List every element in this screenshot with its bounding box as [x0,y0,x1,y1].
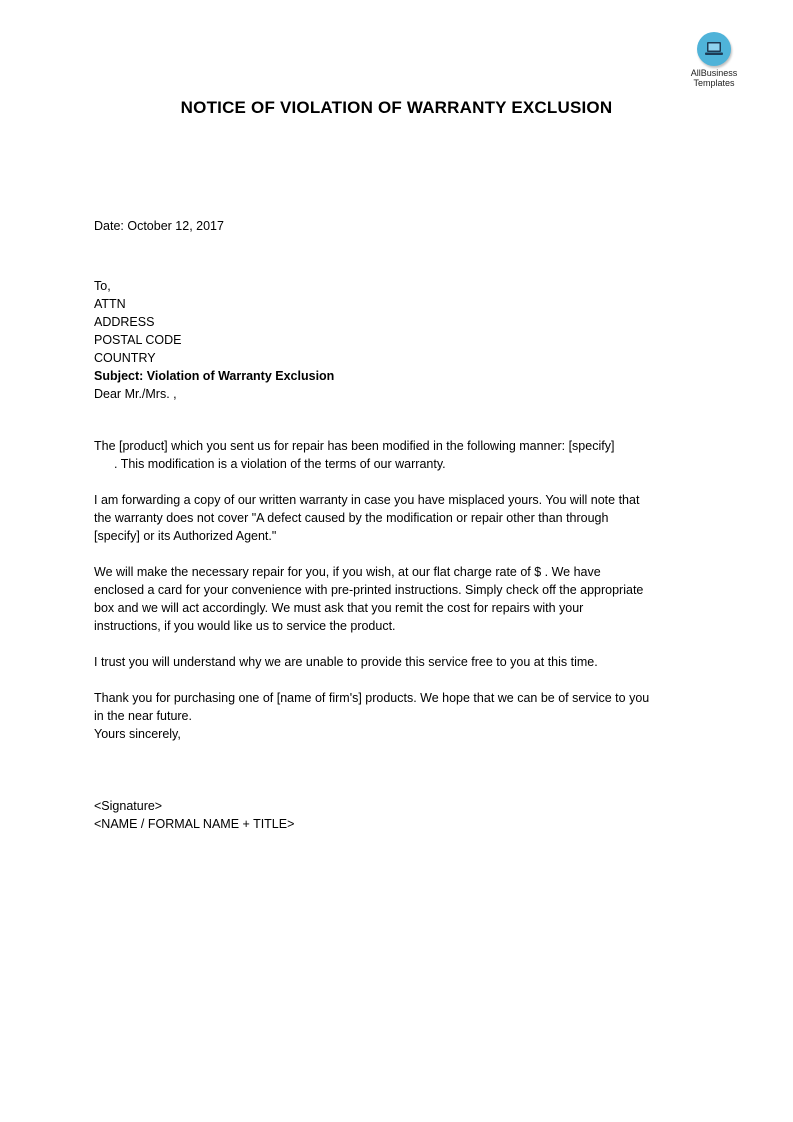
signature-block [94,797,704,833]
letter-subject: Subject: Violation of Warranty Exclusion [94,369,335,383]
paragraph-3-line-1: We will make the necessary repair for you, if you wish, at our flat charge rate of $ . We have [94,565,601,579]
brand-name [684,68,744,88]
paragraph-5 [94,689,704,725]
paragraph-5-line-1: Thank you for purchasing one of [name of firm's] products. We hope that we can be of service to you [94,691,650,705]
paragraph-4-line-1: I trust you will understand why we are unable to provide this service free to you at this time. [94,655,598,669]
paragraph-2-line-1: I am forwarding a copy of our written warranty in case you have misplaced yours. You will note that [94,493,640,507]
paragraph-4 [94,653,704,671]
paragraph-1 [94,437,704,473]
laptop-icon-graphic [704,40,724,58]
address-street: ADDRESS [94,315,155,329]
closing: Yours sincerely, [94,727,181,741]
paragraph-2 [94,491,704,545]
letter-body [94,217,704,833]
paragraph-1-line-2: . This modification is a violation of the terms of our warranty. [114,457,446,471]
signer-name-title: <NAME / FORMAL NAME + TITLE> [94,817,295,831]
document-title: NOTICE OF VIOLATION OF WARRANTY EXCLUSION [180,98,613,117]
salutation: Dear Mr./Mrs. , [94,387,177,401]
address-country: COUNTRY [94,351,156,365]
recipient-address [94,277,704,367]
address-attn: ATTN [94,297,126,311]
paragraph-2-line-2: the warranty does not cover "A defect caused by the modification or repair other than through [94,511,609,525]
paragraph-3 [94,563,704,635]
paragraph-5-line-2: in the near future. [94,709,192,723]
brand-logo [684,32,744,88]
address-postal-code: POSTAL CODE [94,333,182,347]
paragraph-3-line-2: enclosed a card for your convenience with pre-printed instructions. Simply check off the appropriate [94,583,644,597]
brand-name-line1: AllBusiness [690,68,738,78]
paragraph-2-line-3: [specify] or its Authorized Agent." [94,529,277,543]
address-to: To, [94,279,111,293]
laptop-icon [697,32,731,66]
paragraph-1-line-1: The [product] which you sent us for repair has been modified in the following manner: [specify] [94,439,615,453]
brand-name-line2: Templates [693,78,735,88]
signature-placeholder: <Signature> [94,799,163,813]
paragraph-3-line-4: instructions, if you would like us to service the product. [94,619,396,633]
letter-date: Date: October 12, 2017 [94,219,224,233]
paragraph-3-line-3: box and we will act accordingly. We must ask that you remit the cost for repairs with your [94,601,584,615]
